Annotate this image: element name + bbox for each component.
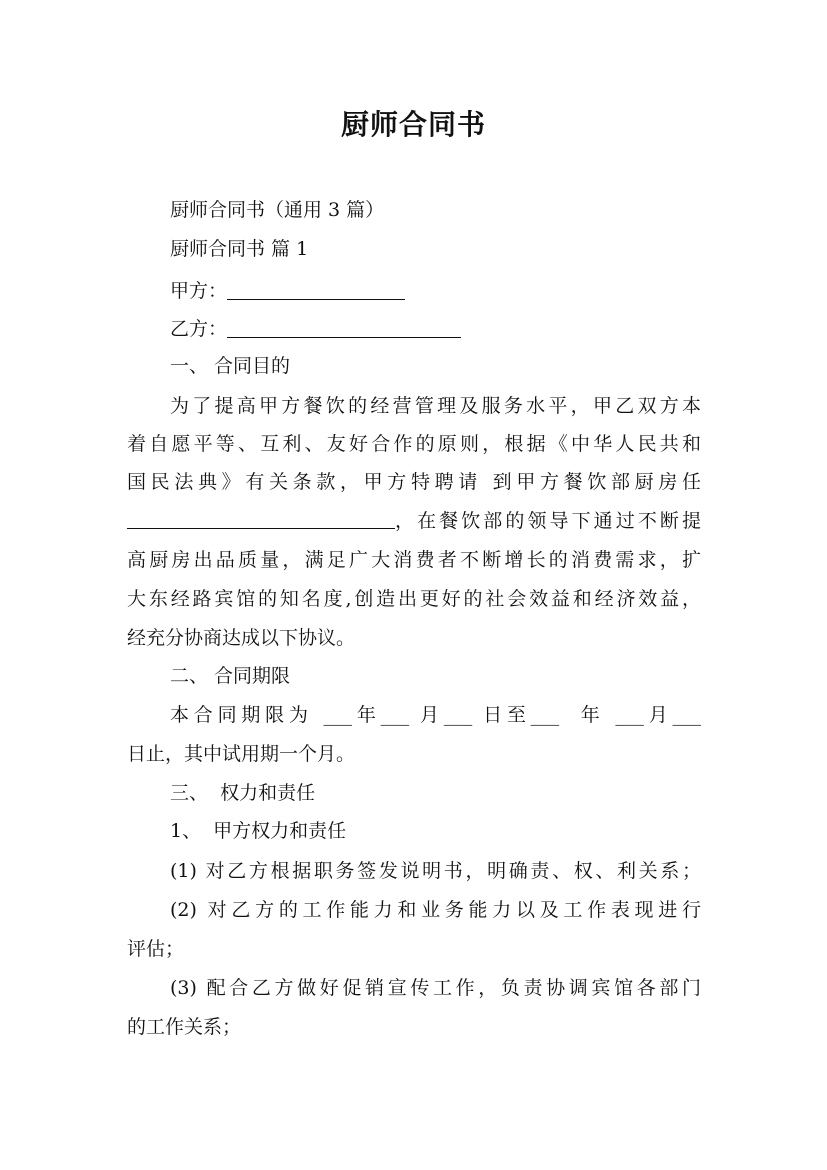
paragraph-line: 大东经路宾馆的知名度,创造出更好的社会效益和经济效益， [127, 588, 701, 610]
list-item-continuation: 的工作关系； [127, 1016, 242, 1038]
party-b-label: 乙方： [170, 318, 228, 340]
paragraph-line: 国民法典》有关条款，甲方特聘请 到甲方餐饮部厨房任 [127, 471, 701, 493]
paragraph-line: 日止，其中试用期一个月。 [127, 743, 356, 765]
party-a-line [170, 282, 405, 301]
clause-heading: 二、 合同期限 [170, 665, 291, 687]
clause-heading: 一、 合同目的 [170, 355, 291, 377]
sub-clause-heading: 1、 甲方权力和责任 [170, 820, 347, 842]
section-heading-line: 厨师合同书 篇 1 [170, 238, 309, 260]
party-b-blank [227, 336, 461, 338]
party-a-blank [227, 298, 405, 300]
paragraph-line: 高厨房出品质量，满足广大消费者不断增长的消费需求，扩 [127, 549, 701, 571]
list-item: (1) 对乙方根据职务签发说明书，明确责、权、利关系； [170, 860, 701, 882]
paragraph-text: ，在餐饮部的领导下通过不断提 [395, 510, 701, 532]
paragraph-line: 着自愿平等、互利、友好合作的原则，根据《中华人民共和 [127, 433, 701, 455]
paragraph-line [127, 512, 701, 531]
document-title: 厨师合同书 [340, 108, 486, 141]
paragraph-line: 本合同期限为 ___年___ 月___ 日至___ 年 ___月___ [170, 704, 701, 726]
paragraph-line: 为了提高甲方餐饮的经营管理及服务水平，甲乙双方本 [170, 395, 701, 417]
clause-heading: 三、 权力和责任 [170, 782, 316, 804]
party-b-line [170, 320, 461, 339]
position-blank [127, 527, 395, 529]
party-a-label: 甲方： [170, 280, 228, 302]
list-item: (3) 配合乙方做好促销宣传工作，负责协调宾馆各部门 [170, 977, 701, 999]
list-item-continuation: 评估； [127, 938, 185, 960]
paragraph-line: 经充分协商达成以下协议。 [127, 627, 356, 649]
list-item: (2) 对乙方的工作能力和业务能力以及工作表现进行 [170, 899, 701, 921]
subtitle-line: 厨师合同书（通用 3 篇） [170, 199, 385, 221]
